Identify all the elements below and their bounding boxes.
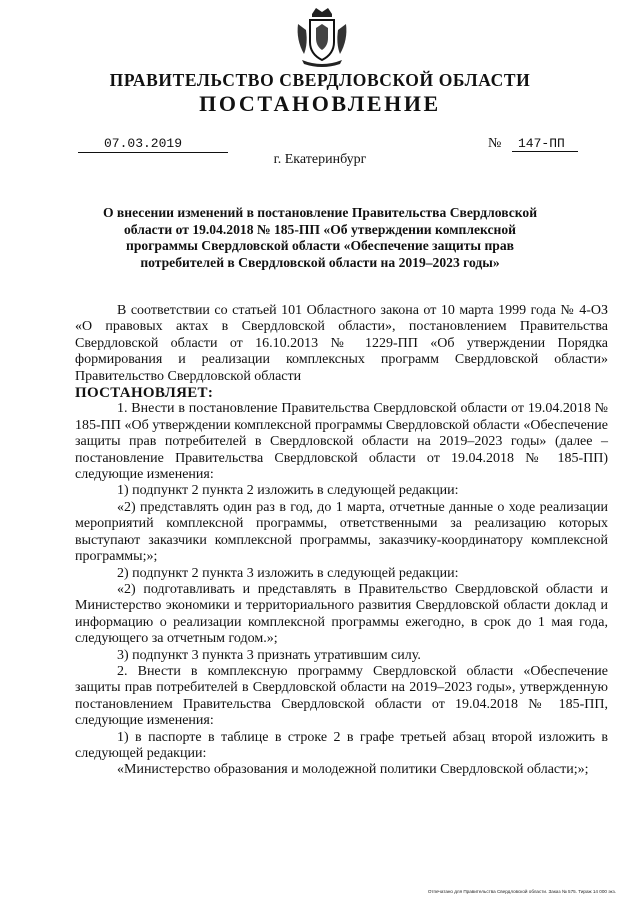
paragraph-quote-2-1: «Министерство образования и молодежной политики Свердловской области;»; (117, 762, 589, 778)
paragraph-subitem-2-1: 1) в паспорте в таблице в строке 2 в графе третьей абзац второй изложить в следующей редакции: (75, 729, 608, 761)
document-heading: О внесении изменений в постановление Правительства Свердловской области от 19.04.2018 № 185-ПП «Об утверждении комплексной программы Свердловской области «Обеспечение защиты прав потребителей в Свердловской области на 2019–2023 годы» (102, 205, 538, 270)
paragraph-subitem-1-1: 1) подпункт 2 пункта 2 изложить в следующей редакции: (117, 483, 459, 499)
resolves-heading: ПОСТАНОВЛЯЕТ: (75, 385, 214, 402)
number-sign: № (488, 136, 502, 151)
paragraph-item-1: 1. Внести в постановление Правительства Свердловской области от 19.04.2018 № 185-ПП «Об утверждении комплексной программы Свердловской области «Обеспечение защиты прав потребителей в Свердловской области на 2019–2023 годы» (далее – постановление Правительства Свердловской области от 19.04.2018 № 185-ПП) следующие изменения: (75, 401, 608, 483)
document-number-field (488, 136, 578, 153)
document-number: 147-ПП (512, 136, 578, 152)
paragraph-subitem-1-2: 2) подпункт 2 пункта 3 изложить в следующей редакции: (117, 565, 459, 581)
paragraph-quote-1-2: «2) подготавливать и представлять в Правительство Свердловской области и Министерство экономики и территориального развития Свердловской области доклад и информацию о реализации комплексной программы ежегодно, в срок до 1 мая года, следующего за отчетным годом.»; (75, 581, 608, 647)
paragraph-subitem-1-3: 3) подпункт 3 пункта 3 признать утратившим силу. (117, 647, 421, 663)
government-name: ПРАВИТЕЛЬСТВО СВЕРДЛОВСКОЙ ОБЛАСТИ (109, 70, 531, 90)
document-body (75, 303, 608, 779)
document-city: г. Екатеринбург (273, 152, 367, 167)
paragraph-quote-1-1: «2) представлять один раз в год, до 1 марта, отчетные данные о ходе реализации мероприятий комплексной программы, ответственными за реализацию которых выступают заказчики комплексной программы, заказчику-координатору комплексной программы;»; (75, 499, 608, 565)
document-date: 07.03.2019 (78, 136, 228, 153)
print-footer: Отпечатано для Правительства Свердловской области. Заказ № 575. Тираж 14 000 экз. (427, 889, 616, 894)
coat-of-arms-icon (294, 4, 350, 68)
paragraph-item-2: 2. Внести в комплексную программу Свердловской области «Обеспечение защиты прав потребителей в Свердловской области на 2019–2023 годы», утвержденную постановлением Правительства Свердловской области от 19.04.2018 № 185-ПП, следующие изменения: (75, 663, 608, 729)
document-type: ПОСТАНОВЛЕНИЕ (199, 91, 441, 116)
preamble-paragraph: В соответствии со статьей 101 Областного закона от 10 марта 1999 года № 4-ОЗ «О правовых актах в Свердловской области», постановлением Правительства Свердловской области от 16.10.2013 № 1229-ПП «Об утверждении Порядка формирования и реализации комплексных программ Свердловской области» Правительство Свердловской области (75, 303, 608, 384)
